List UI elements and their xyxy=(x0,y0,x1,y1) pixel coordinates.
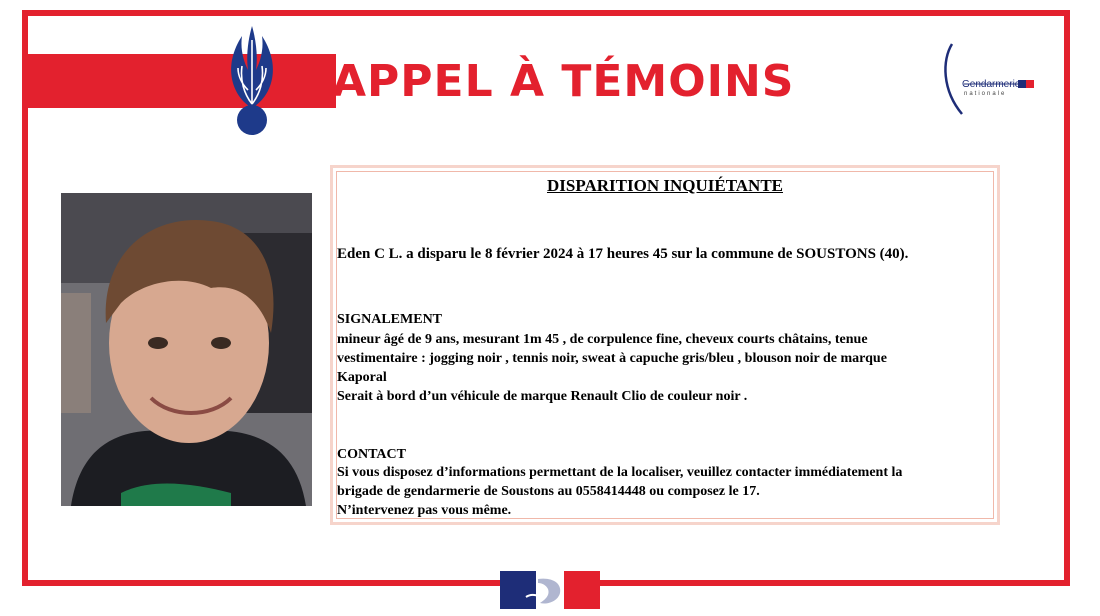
signalement-body xyxy=(337,330,997,406)
contact-body xyxy=(337,463,997,520)
red-banner xyxy=(28,54,336,108)
notice-box xyxy=(330,165,1000,525)
missing-child-photo xyxy=(61,193,312,506)
signalement-line: Serait à bord d’un véhicule de marque Renault Clio de couleur noir . xyxy=(337,389,748,404)
contact-heading: CONTACT xyxy=(337,447,406,462)
notice-heading: DISPARITION INQUIÉTANTE xyxy=(547,176,783,195)
contact-line: N’intervenez pas vous même. xyxy=(337,503,512,518)
signalement-line: Kaporal xyxy=(337,370,387,385)
signalement-line: mineur âgé de 9 ans, mesurant 1m 45 , de corpulence fine, cheveux courts châtains, tenue xyxy=(337,332,868,347)
gendarmerie-logo-text: Gendarmerie xyxy=(962,79,1021,90)
red-banner-tail xyxy=(300,54,336,108)
gendarmerie-flame-icon xyxy=(218,20,286,136)
contact-line: brigade de gendarmerie de Soustons au 0558414448 ou composez le 17. xyxy=(337,484,760,499)
page-title: APPEL À TÉMOINS xyxy=(332,56,795,107)
signalement-heading: SIGNALEMENT xyxy=(337,312,443,327)
gendarmerie-logo-subtext: nationale xyxy=(964,91,1007,97)
marianne-flag-icon xyxy=(500,571,600,609)
notice-intro: Eden C L. a disparu le 8 février 2024 à 17 heures 45 sur la commune de SOUSTONS (40). xyxy=(337,246,909,262)
signalement-line: vestimentaire : jogging noir , tennis noir, sweat à capuche gris/bleu , blouson noir de marque xyxy=(337,351,887,366)
contact-line: Si vous disposez d’informations permettant de la localiser, veuillez contacter immédiatement la xyxy=(337,465,903,480)
